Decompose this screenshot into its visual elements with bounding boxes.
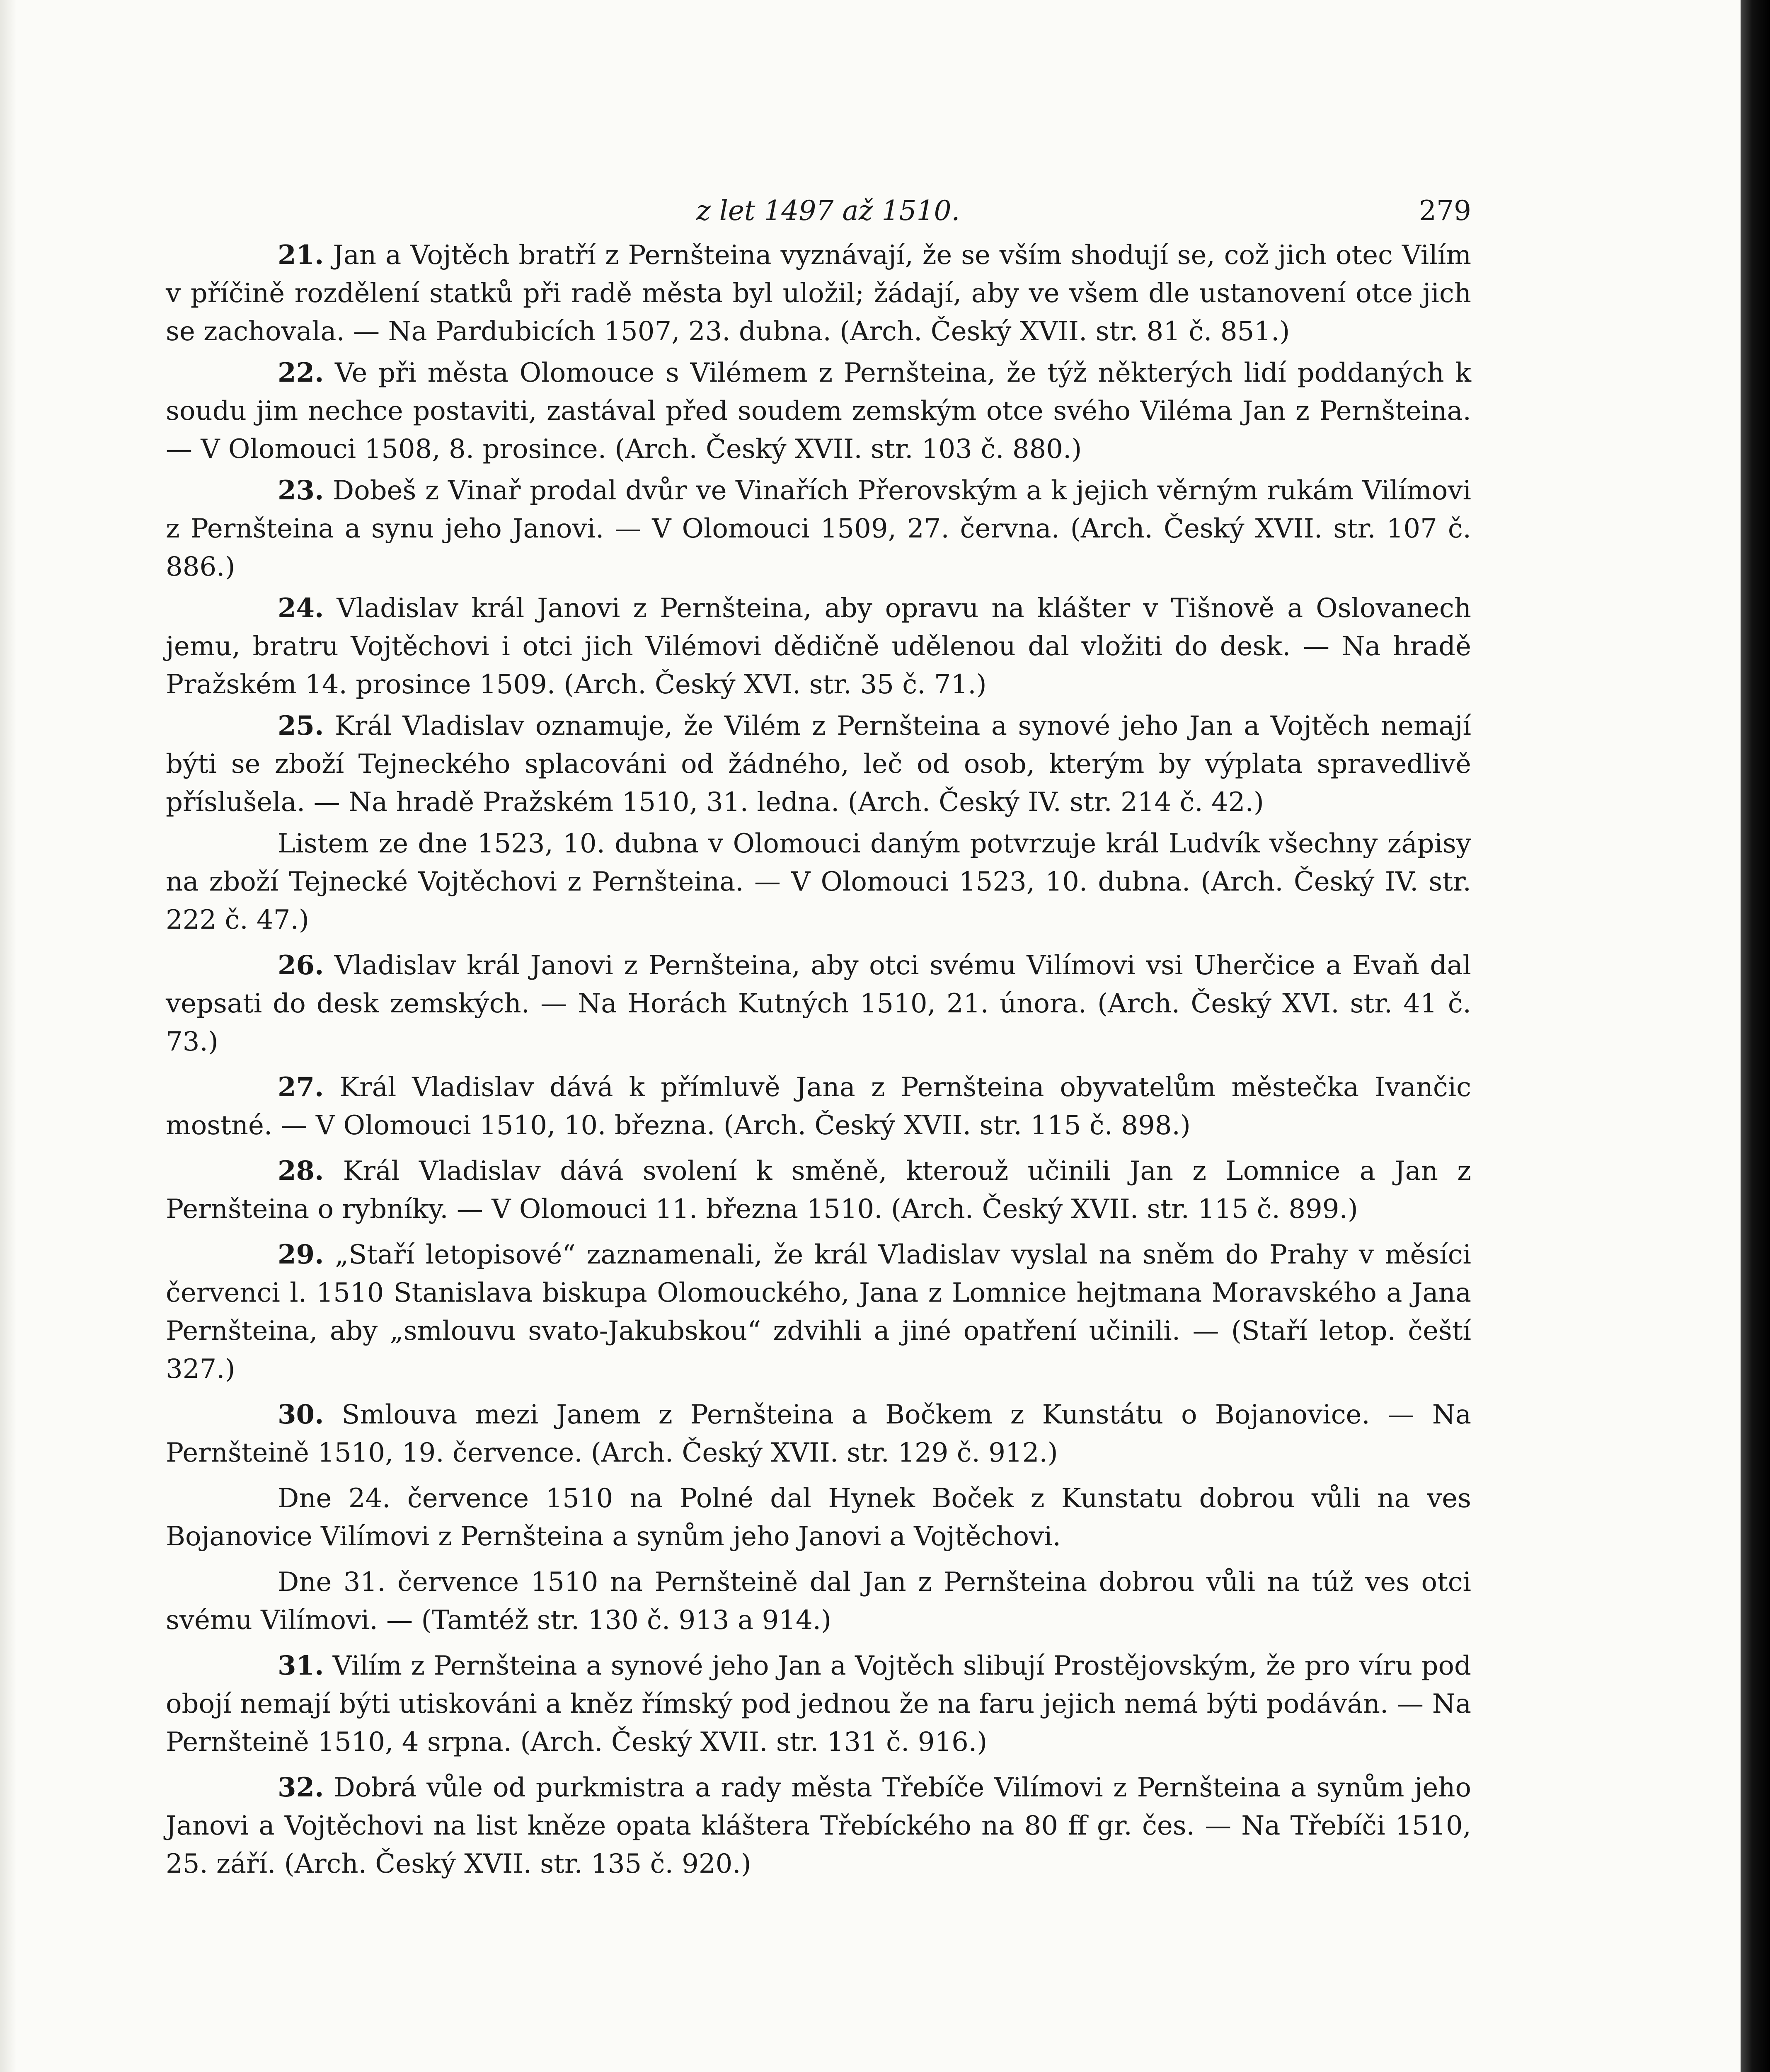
entry-text: Listem ze dne 1523, 10. dubna v Olomouci daným potvrzuje král Ludvík všechny zápisy na zboží Tejnecké Vojtěchovi z Pernšteina. — V Olomouci 1523, 10. dubna. (Arch. Český IV. str. 222 č. 47.): [166, 828, 1471, 935]
entry-number: 21.: [278, 240, 324, 271]
entry-25: [166, 707, 1471, 821]
entry-text: Smlouva mezi Janem z Pernšteina a Bočkem z Kunstátu o Bojanovice. — Na Pernšteině 1510, 19. července. (Arch. Český XVII. str. 129 č. 912.): [166, 1399, 1472, 1468]
entry-text: Dobrá vůle od purkmistra a rady města Třebíče Vilímovi z Pernšteina a synům jeho Janovi a Vojtěchovi na list kněze opata kláštera Třebíckého na 80 ff gr. čes. — Na Třebíči 1510, 25. září. (Arch. Český XVII. str. 135 č. 920.): [166, 1772, 1472, 1879]
entry-number: 23.: [278, 475, 324, 506]
page-left-edge: [0, 0, 17, 2072]
entry-text: Dne 24. července 1510 na Polné dal Hynek Boček z Kunstatu dobrou vůli na ves Bojanovice Vilímovi z Pernšteina a synům jeho Janovi a Vojtěchovi.: [166, 1483, 1471, 1552]
entry-30-note-b: [166, 1563, 1471, 1639]
entry-text: Dne 31. července 1510 na Pernšteině dal Jan z Pernšteina dobrou vůli na túž ves otci svému Vilímovi. — (Tamtéž str. 130 č. 913 a 914.): [166, 1567, 1471, 1636]
entry-number: 29.: [278, 1239, 324, 1270]
entry-number: 32.: [278, 1772, 324, 1803]
entry-text: Dobeš z Vinař prodal dvůr ve Vinařích Přerovským a k jejich věrným rukám Vilímovi z Pernšteina a synu jeho Janovi. — V Olomouci 1509, 27. června. (Arch. Český XVII. str. 107 č. 886.): [166, 475, 1472, 582]
entry-text: Král Vladislav oznamuje, že Vilém z Pernšteina a synové jeho Jan a Vojtěch nemají býti se zboží Tejneckého splacováni od žádného, leč od osob, kterým by výplata spravedlivě příslušela. — Na hradě Pražském 1510, 31. ledna. (Arch. Český IV. str. 214 č. 42.): [166, 711, 1472, 818]
entry-27: [166, 1068, 1471, 1145]
page-text-block: [166, 195, 1471, 1886]
entry-31: [166, 1647, 1471, 1761]
entry-32: [166, 1769, 1471, 1883]
entry-number: 25.: [278, 710, 324, 741]
entry-number: 26.: [278, 950, 324, 981]
entry-30: [166, 1396, 1471, 1472]
entry-28: [166, 1152, 1471, 1228]
entry-number: 30.: [278, 1399, 324, 1430]
entry-text: Ve při města Olomouce s Vilémem z Pernšteina, že týž některých lidí poddaných k soudu jim nechce postaviti, zastával před soudem zemským otce svého Viléma Jan z Pernšteina. — V Olomouci 1508, 8. prosince. (Arch. Český XVII. str. 103 č. 880.): [166, 358, 1471, 465]
entry-30-note-a: [166, 1479, 1471, 1556]
entry-number: 22.: [278, 357, 324, 388]
entry-number: 27.: [278, 1072, 324, 1103]
entry-22: [166, 354, 1471, 468]
entry-21: [166, 236, 1471, 351]
entry-text: Král Vladislav dává k přímluvě Jana z Pernšteina obyvatelům městečka Ivančic mostné. — V Olomouci 1510, 10. března. (Arch. Český XVII. str. 115 č. 898.): [166, 1072, 1471, 1141]
entry-23: [166, 472, 1471, 586]
page-right-shadow: [1741, 0, 1770, 2072]
entry-number: 24.: [278, 593, 324, 624]
entry-text: Jan a Vojtěch bratří z Pernšteina vyznávají, že se vším shodují se, což jich otec Vilím v příčině rozdělení statků při radě města byl uložil; žádají, aby ve všem dle ustanovení otce jich se zachovala. — Na Pardubicích 1507, 23. dubna. (Arch. Český XVII. str. 81 č. 851.): [166, 240, 1472, 347]
page-number: 279: [1419, 195, 1471, 227]
entry-number: 31.: [278, 1650, 324, 1681]
entry-number: 28.: [278, 1155, 324, 1186]
entry-24: [166, 589, 1471, 704]
entry-text: Král Vladislav dává svolení k směně, kterouž učinili Jan z Lomnice a Jan z Pernšteina o rybníky. — V Olomouci 11. března 1510. (Arch. Český XVII. str. 115 č. 899.): [166, 1156, 1471, 1225]
entry-26: [166, 946, 1471, 1061]
entry-25-note: [166, 825, 1471, 939]
entry-29: [166, 1236, 1471, 1388]
running-header: [166, 195, 1471, 236]
entry-text: Vladislav král Janovi z Pernšteina, aby otci svému Vilímovi vsi Uherčice a Evaň dal vepsati do desk zemských. — Na Horách Kutných 1510, 21. února. (Arch. Český XVI. str. 41 č. 73.): [166, 950, 1472, 1057]
entry-text: „Staří letopisové“ zaznamenali, že král Vladislav vyslal na sněm do Prahy v měsíci červenci l. 1510 Stanislava biskupa Olomouckého, Jana z Lomnice hejtmana Moravského a Jana Pernšteina, aby „smlouvu svato-Jakubskou“ zdvihli a jiné opatření učinili. — (Staří letop. čeští 327.): [166, 1239, 1472, 1385]
entry-text: Vilím z Pernšteina a synové jeho Jan a Vojtěch slibují Prostějovským, že pro víru pod obojí nemají býti utiskováni a kněz římský pod jednou že na faru jejich nemá býti podáván. — Na Pernšteině 1510, 4 srpna. (Arch. Český XVII. str. 131 č. 916.): [166, 1651, 1472, 1757]
running-title: z let 1497 až 1510.: [696, 195, 960, 227]
entry-text: Vladislav král Janovi z Pernšteina, aby opravu na klášter v Tišnově a Oslovanech jemu, bratru Vojtěchovi i otci jich Vilémovi dědičně udělenou dal vložiti do desk. — Na hradě Pražském 14. prosince 1509. (Arch. Český XVI. str. 35 č. 71.): [166, 593, 1472, 700]
